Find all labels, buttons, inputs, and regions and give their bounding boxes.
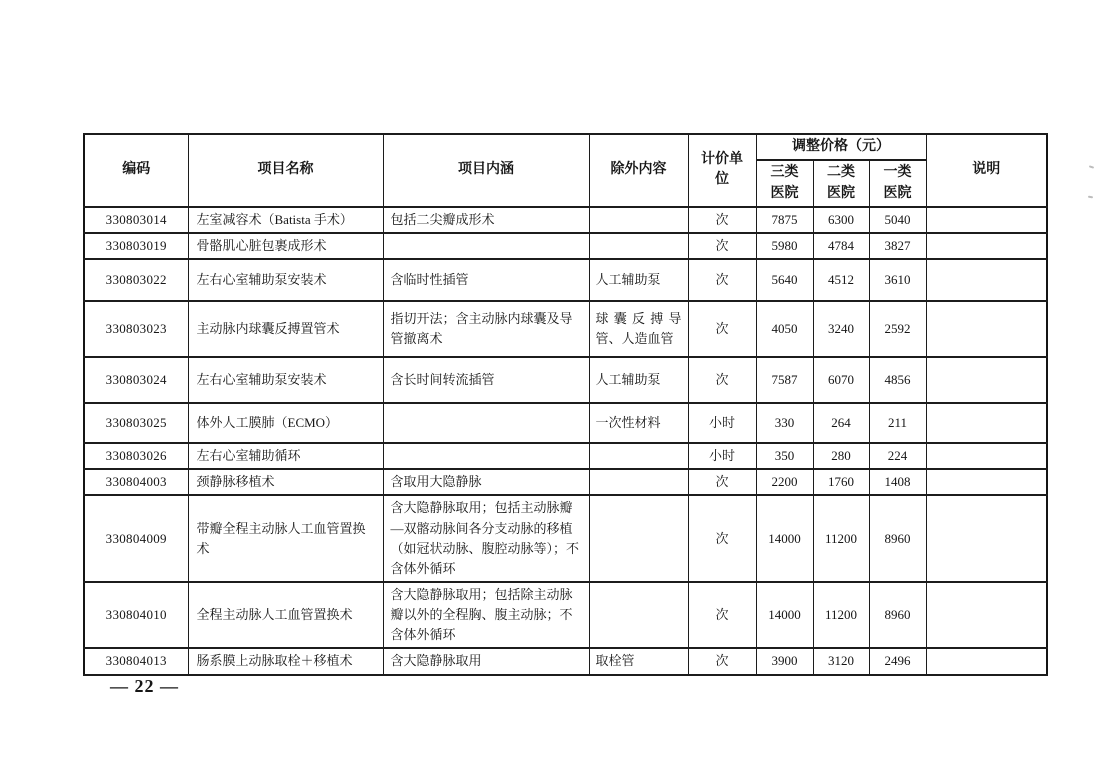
table-row [84, 301, 1047, 357]
cell-code: 330803014 [84, 207, 188, 233]
cell-price-tier2: 3240 [813, 301, 869, 357]
cell-price-tier1: 211 [869, 403, 926, 443]
table-row [84, 233, 1047, 259]
table-row [84, 582, 1047, 648]
cell-note [926, 301, 1047, 357]
cell-note [926, 207, 1047, 233]
cell-name: 颈静脉移植术 [188, 469, 383, 495]
table-row [84, 403, 1047, 443]
cell-content: 含长时间转流插管 [383, 357, 589, 403]
cell-unit: 次 [688, 301, 756, 357]
cell-code: 330804013 [84, 648, 188, 674]
table-row [84, 469, 1047, 495]
col-header-name: 项目名称 [188, 134, 383, 207]
cell-unit: 小时 [688, 443, 756, 469]
cell-unit: 次 [688, 582, 756, 648]
col-header-unit [688, 134, 756, 207]
cell-excluded: 一次性材料 [589, 403, 688, 443]
cell-code: 330803023 [84, 301, 188, 357]
col-header-tier1 [869, 160, 926, 207]
cell-price-tier1: 5040 [869, 207, 926, 233]
cell-name: 体外人工膜肺（ECMO） [188, 403, 383, 443]
cell-content: 含取用大隐静脉 [383, 469, 589, 495]
cell-note [926, 259, 1047, 301]
table-row [84, 259, 1047, 301]
header-row-1 [84, 134, 1047, 160]
cell-note [926, 443, 1047, 469]
cell-price-tier3: 330 [756, 403, 813, 443]
cell-note [926, 495, 1047, 582]
cell-name: 全程主动脉人工血管置换术 [188, 582, 383, 648]
cell-price-tier2: 11200 [813, 582, 869, 648]
cell-unit: 次 [688, 207, 756, 233]
cell-price-tier1: 1408 [869, 469, 926, 495]
cell-price-tier2: 6300 [813, 207, 869, 233]
cell-price-tier3: 2200 [756, 469, 813, 495]
cell-excluded: 取栓管 [589, 648, 688, 674]
cell-content [383, 233, 589, 259]
cell-name: 肠系膜上动脉取栓＋移植术 [188, 648, 383, 674]
cell-name: 左右心室辅助循环 [188, 443, 383, 469]
cell-price-tier3: 350 [756, 443, 813, 469]
cell-content: 指切开法；含主动脉内球囊及导管撤离术 [383, 301, 589, 357]
cell-code: 330804009 [84, 495, 188, 582]
cell-code: 330804003 [84, 469, 188, 495]
cell-note [926, 357, 1047, 403]
cell-price-tier2: 1760 [813, 469, 869, 495]
cell-code: 330803022 [84, 259, 188, 301]
cell-name: 骨骼肌心脏包裹成形术 [188, 233, 383, 259]
cell-price-tier1: 2592 [869, 301, 926, 357]
col-header-price-group: 调整价格（元） [756, 134, 926, 160]
col-header-note: 说明 [926, 134, 1047, 207]
cell-content: 包括二尖瓣成形术 [383, 207, 589, 233]
cell-note [926, 582, 1047, 648]
scan-artifact [1088, 196, 1093, 199]
cell-excluded: 球囊反搏导管、人造血管 [589, 301, 688, 357]
cell-content: 含大隐静脉取用；包括主动脉瓣—双髂动脉间各分支动脉的移植（如冠状动脉、腹腔动脉等）；不含体外循环 [383, 495, 589, 582]
cell-unit: 次 [688, 648, 756, 674]
cell-price-tier1: 4856 [869, 357, 926, 403]
cell-price-tier1: 2496 [869, 648, 926, 674]
cell-code: 330803019 [84, 233, 188, 259]
cell-name: 主动脉内球囊反搏置管术 [188, 301, 383, 357]
cell-code: 330803025 [84, 403, 188, 443]
cell-code: 330803024 [84, 357, 188, 403]
cell-excluded [589, 443, 688, 469]
cell-price-tier3: 4050 [756, 301, 813, 357]
col-header-excluded: 除外内容 [589, 134, 688, 207]
cell-unit: 小时 [688, 403, 756, 443]
cell-excluded [589, 207, 688, 233]
cell-content: 含临时性插管 [383, 259, 589, 301]
cell-price-tier2: 280 [813, 443, 869, 469]
cell-content [383, 443, 589, 469]
cell-price-tier3: 14000 [756, 582, 813, 648]
tier3-label: 三类医院 [770, 165, 799, 201]
cell-price-tier1: 224 [869, 443, 926, 469]
cell-code: 330803026 [84, 443, 188, 469]
cell-unit: 次 [688, 259, 756, 301]
cell-price-tier1: 8960 [869, 495, 926, 582]
cell-note [926, 469, 1047, 495]
cell-note [926, 233, 1047, 259]
cell-price-tier2: 3120 [813, 648, 869, 674]
cell-price-tier3: 7875 [756, 207, 813, 233]
cell-unit: 次 [688, 357, 756, 403]
cell-excluded [589, 469, 688, 495]
cell-code: 330804010 [84, 582, 188, 648]
cell-name: 左室减容术（Batista 手术） [188, 207, 383, 233]
cell-price-tier2: 264 [813, 403, 869, 443]
cell-price-tier3: 7587 [756, 357, 813, 403]
cell-note [926, 403, 1047, 443]
cell-price-tier1: 8960 [869, 582, 926, 648]
col-header-tier2 [813, 160, 869, 207]
cell-price-tier2: 4784 [813, 233, 869, 259]
cell-price-tier2: 6070 [813, 357, 869, 403]
table-row [84, 648, 1047, 674]
page-number: — 22 — [110, 676, 179, 696]
cell-note [926, 648, 1047, 674]
cell-excluded [589, 582, 688, 648]
cell-excluded [589, 495, 688, 582]
procedure-price-table [83, 133, 1048, 676]
cell-price-tier1: 3827 [869, 233, 926, 259]
cell-name: 带瓣全程主动脉人工血管置换术 [188, 495, 383, 582]
cell-content: 含大隐静脉取用；包括除主动脉瓣以外的全程胸、腹主动脉；不含体外循环 [383, 582, 589, 648]
col-header-tier3 [756, 160, 813, 207]
cell-price-tier2: 4512 [813, 259, 869, 301]
table-row [84, 207, 1047, 233]
col-header-content: 项目内涵 [383, 134, 589, 207]
tier2-label: 二类医院 [826, 165, 855, 201]
cell-name: 左右心室辅助泵安装术 [188, 259, 383, 301]
cell-excluded: 人工辅助泵 [589, 357, 688, 403]
cell-price-tier3: 3900 [756, 648, 813, 674]
scan-artifact [1089, 165, 1094, 168]
cell-excluded [589, 233, 688, 259]
table-row [84, 495, 1047, 582]
cell-unit: 次 [688, 233, 756, 259]
cell-content [383, 403, 589, 443]
col-header-code: 编码 [84, 134, 188, 207]
cell-price-tier3: 5980 [756, 233, 813, 259]
cell-unit: 次 [688, 469, 756, 495]
unit-header-label: 计价单位 [701, 152, 743, 188]
cell-name: 左右心室辅助泵安装术 [188, 357, 383, 403]
table-row [84, 357, 1047, 403]
cell-excluded: 人工辅助泵 [589, 259, 688, 301]
table-row [84, 443, 1047, 469]
tier1-label: 一类医院 [883, 165, 912, 201]
cell-unit: 次 [688, 495, 756, 582]
price-table [83, 133, 1048, 676]
cell-price-tier3: 5640 [756, 259, 813, 301]
cell-price-tier1: 3610 [869, 259, 926, 301]
cell-price-tier3: 14000 [756, 495, 813, 582]
cell-price-tier2: 11200 [813, 495, 869, 582]
cell-content: 含大隐静脉取用 [383, 648, 589, 674]
